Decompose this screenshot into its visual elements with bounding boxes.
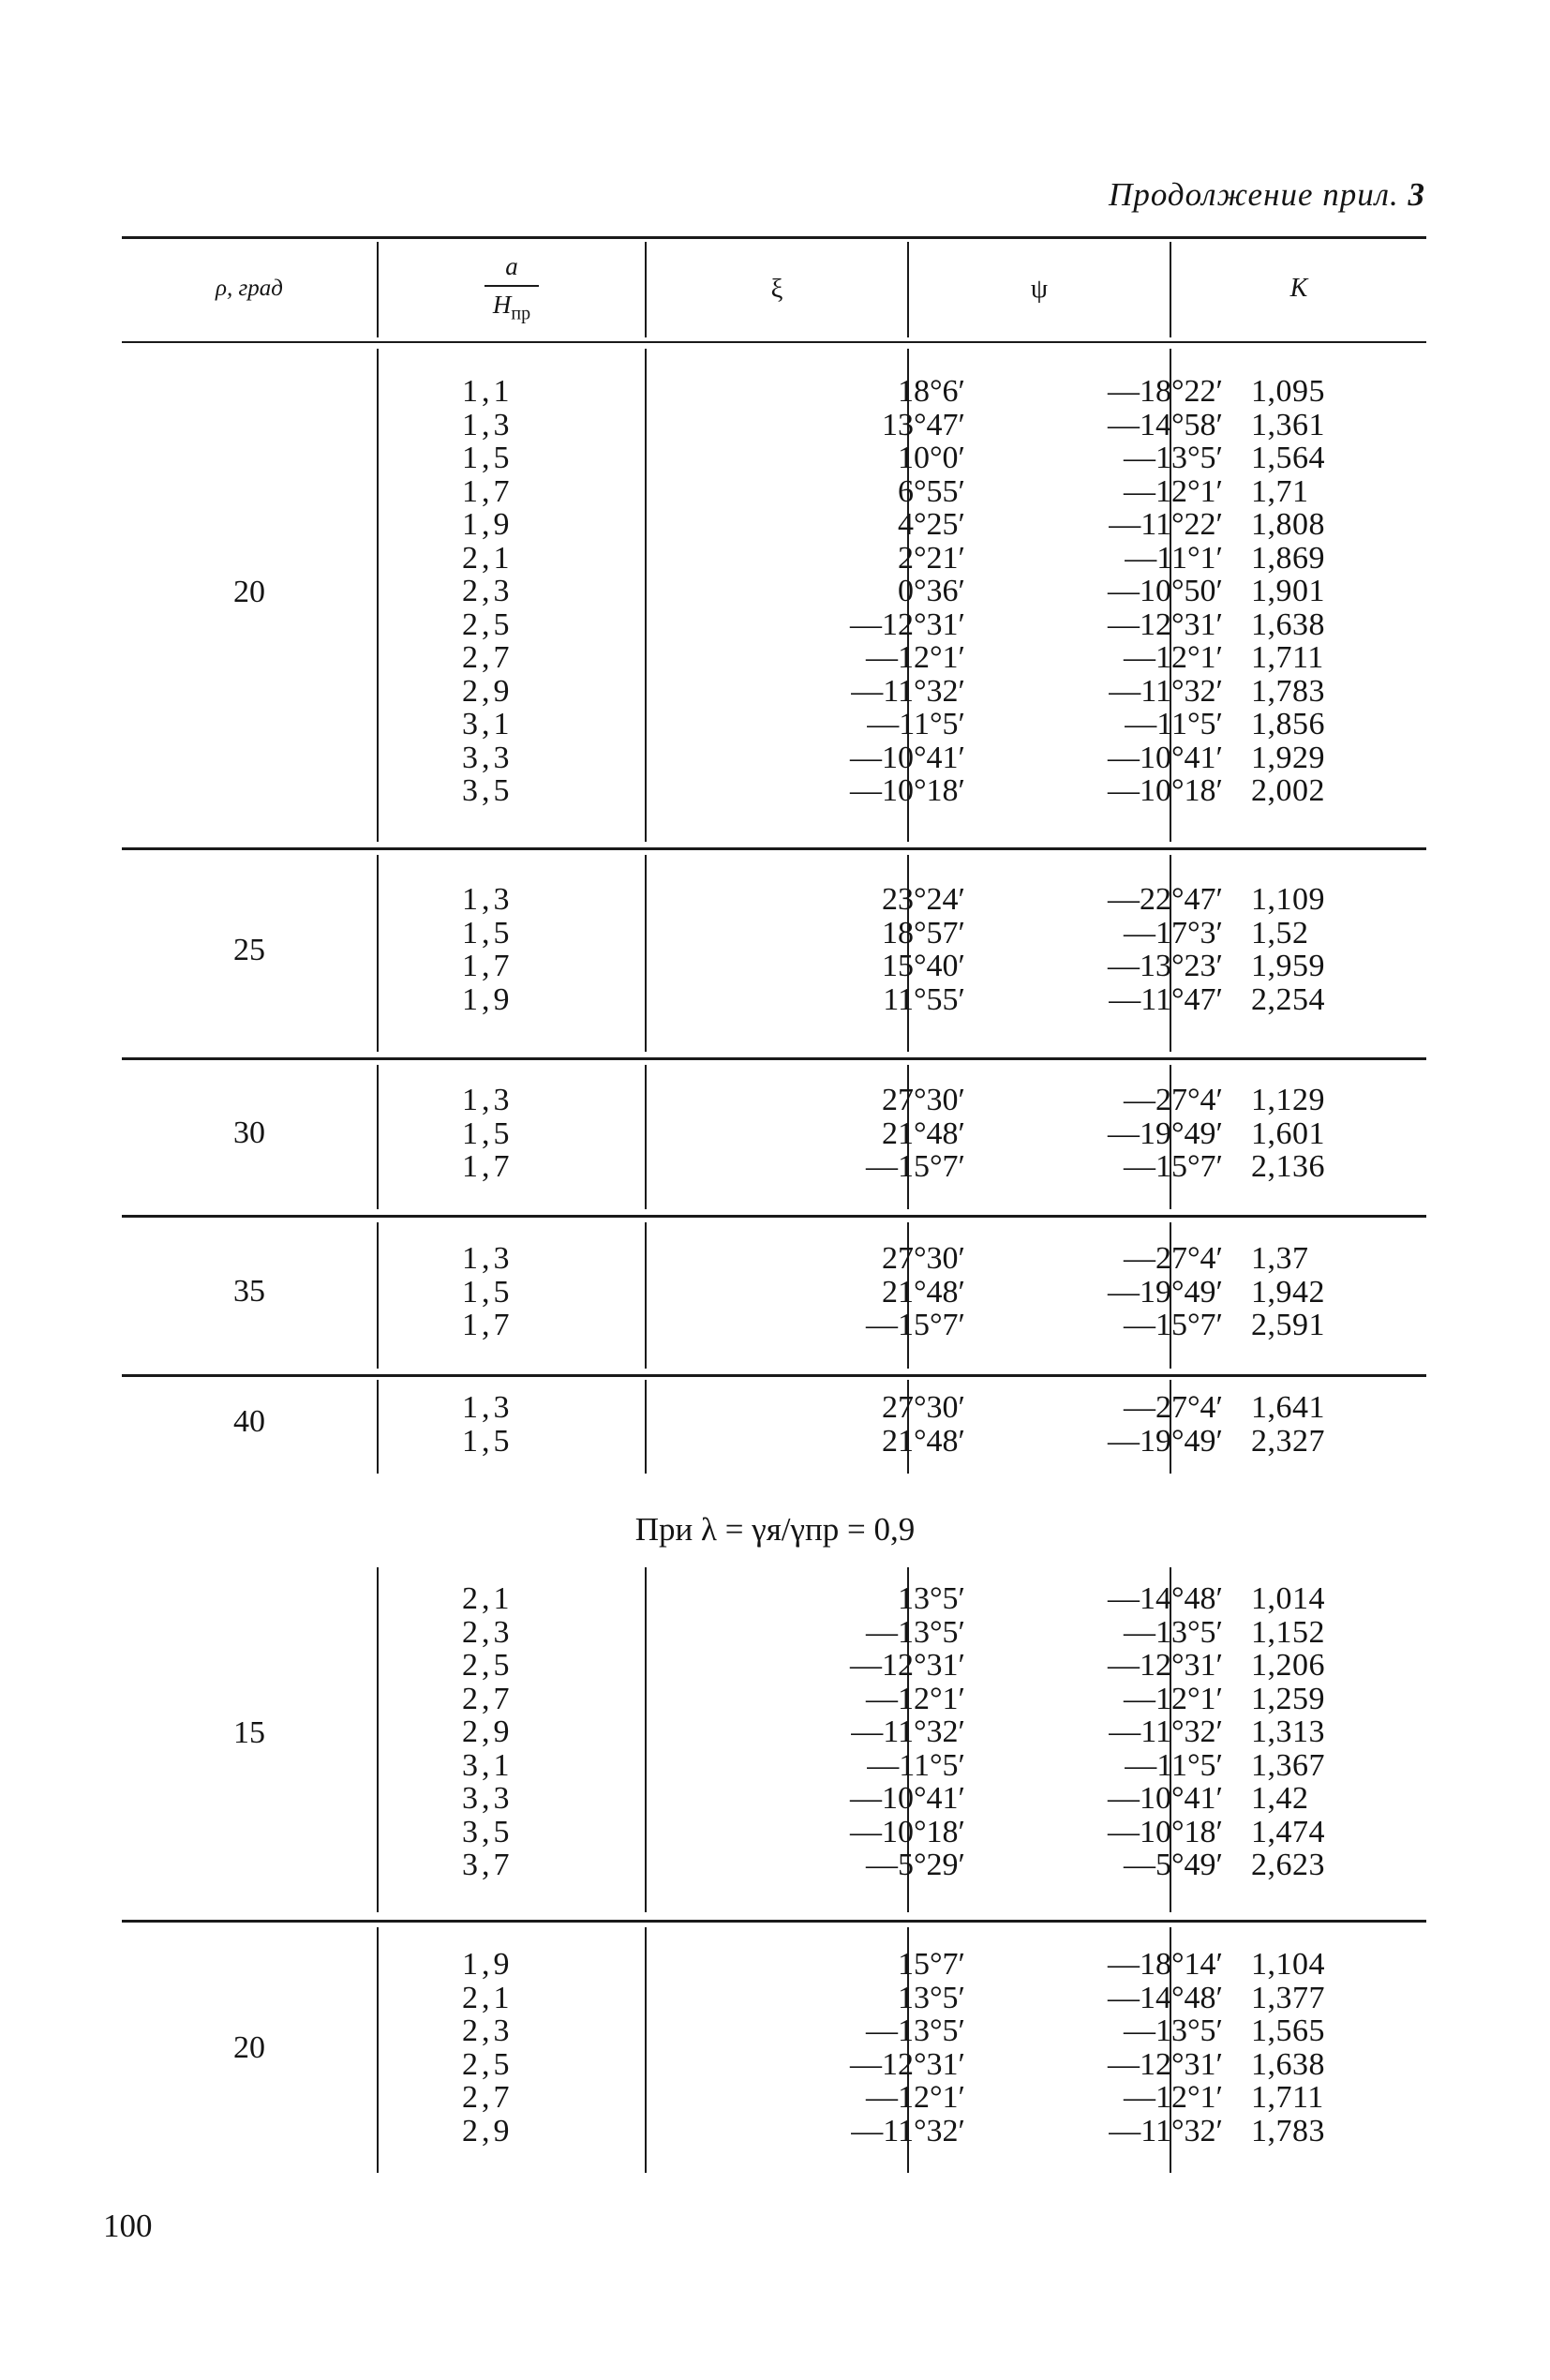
header-h-variable: H [492, 291, 512, 320]
column-separator-line [377, 1065, 379, 1209]
psi-value: —10°41′ [1107, 740, 1223, 775]
a-value: 3,5 [462, 773, 514, 808]
a-value: 2,3 [462, 2013, 514, 2048]
xi-value: 21°48′ [881, 1274, 965, 1310]
a-value: 2,9 [462, 2113, 514, 2148]
a-value: 1,3 [462, 1083, 514, 1117]
psi-value: —18°22′ [1107, 374, 1223, 409]
xi-column [684, 883, 965, 1016]
psi-value: —15°7′ [1123, 1308, 1223, 1342]
continuation-title-text: Продолжение прил. [1109, 176, 1399, 213]
psi-value: —10°18′ [1107, 1814, 1223, 1849]
k-value: 1,313 [1251, 1714, 1325, 1749]
psi-value: —19°49′ [1107, 1274, 1223, 1310]
a-column [462, 1582, 565, 1882]
xi-value: —12°31′ [849, 2046, 965, 2082]
k-value: 1,959 [1251, 949, 1325, 983]
a-column [462, 1948, 565, 2148]
psi-value: —12°31′ [1107, 1648, 1223, 1683]
a-value: 2,5 [462, 1648, 514, 1683]
psi-column [942, 1084, 1223, 1184]
psi-value: —18°14′ [1107, 1947, 1223, 1982]
xi-value: 27°30′ [881, 1083, 965, 1117]
header-k: K [1289, 274, 1308, 303]
continuation-title [1109, 176, 1425, 214]
xi-value: —13°5′ [865, 2013, 965, 2048]
xi-column [684, 1242, 965, 1342]
k-value: 1,095 [1251, 374, 1325, 409]
column-separator-line [907, 242, 909, 337]
psi-value: —22°47′ [1107, 882, 1223, 917]
k-column [1251, 1391, 1420, 1458]
psi-value: —19°49′ [1107, 1115, 1223, 1151]
header-h-subscript: пр [511, 303, 531, 324]
a-value: 2,9 [462, 673, 514, 709]
xi-column [684, 1948, 965, 2148]
k-value: 2,136 [1251, 1149, 1325, 1184]
group-separator-rule [122, 847, 1426, 850]
a-value: 2,7 [462, 2080, 514, 2115]
a-value: 2,9 [462, 1714, 514, 1749]
a-value: 1,7 [462, 473, 514, 509]
a-value: 3,1 [462, 1747, 514, 1783]
psi-value: —27°4′ [1123, 1241, 1223, 1276]
page-number: 100 [103, 2208, 153, 2244]
psi-value: —11°1′ [1125, 540, 1223, 576]
a-value: 1,7 [462, 1149, 514, 1184]
a-value: 1,5 [462, 441, 514, 475]
a-column [462, 1391, 565, 1458]
k-value: 1,638 [1251, 2046, 1325, 2082]
column-separator-line [645, 1222, 647, 1369]
psi-value: —12°1′ [1123, 640, 1223, 675]
a-value: 1,3 [462, 1390, 514, 1425]
a-value: 2,1 [462, 540, 514, 576]
xi-value: —5°29′ [865, 1848, 965, 1882]
column-separator-line [645, 855, 647, 1052]
psi-value: —10°41′ [1107, 1781, 1223, 1816]
xi-value: 11°55′ [883, 981, 965, 1017]
column-separator-line [377, 1380, 379, 1474]
psi-value: —12°1′ [1123, 2080, 1223, 2115]
xi-value: —15°7′ [865, 1149, 965, 1184]
k-value: 1,474 [1251, 1814, 1325, 1849]
xi-value: 13°5′ [897, 1581, 965, 1616]
k-value: 2,327 [1251, 1423, 1325, 1459]
k-column [1251, 375, 1420, 808]
k-value: 1,129 [1251, 1083, 1325, 1117]
psi-value: —14°58′ [1107, 407, 1223, 442]
k-value: 1,942 [1251, 1274, 1325, 1310]
a-value: 1,5 [462, 1423, 514, 1459]
xi-value: 2°21′ [897, 540, 965, 576]
k-value: 1,641 [1251, 1390, 1325, 1425]
k-column [1251, 1948, 1420, 2148]
a-value: 1,3 [462, 1241, 514, 1276]
xi-value: —10°18′ [849, 773, 965, 808]
a-value: 3,3 [462, 1781, 514, 1816]
a-value: 1,9 [462, 981, 514, 1017]
xi-column [684, 1391, 965, 1458]
xi-value: —15°7′ [865, 1308, 965, 1342]
column-separator-line [377, 855, 379, 1052]
column-separator-line [377, 1927, 379, 2173]
psi-value: —11°32′ [1109, 673, 1223, 709]
xi-value: 0°36′ [897, 574, 965, 608]
psi-column [942, 1242, 1223, 1342]
psi-value: —12°31′ [1107, 2046, 1223, 2082]
psi-value: —11°47′ [1109, 981, 1223, 1017]
rho-value: 15 [233, 1715, 265, 1750]
k-value: 1,42 [1251, 1781, 1309, 1816]
xi-value: —13°5′ [865, 1614, 965, 1650]
psi-value: —11°5′ [1125, 707, 1223, 741]
xi-column [684, 375, 965, 808]
column-separator-line [1170, 242, 1171, 337]
psi-value: —13°5′ [1123, 2013, 1223, 2048]
xi-value: 27°30′ [881, 1241, 965, 1276]
k-value: 2,623 [1251, 1848, 1325, 1882]
rho-value: 20 [233, 2030, 265, 2065]
section-caption: При λ = γя/γпр = 0,9 [634, 1511, 916, 1548]
psi-value: —12°1′ [1123, 1681, 1223, 1716]
header-a-over-h [379, 242, 645, 336]
psi-value: —17°3′ [1123, 915, 1223, 951]
header-a-numerator: a [484, 252, 539, 287]
psi-value: —11°22′ [1109, 507, 1223, 542]
appendix-number: 3 [1408, 176, 1425, 213]
xi-value: 13°47′ [881, 407, 965, 442]
column-separator-line [377, 242, 379, 337]
k-value: 1,52 [1251, 915, 1309, 951]
a-value: 3,1 [462, 707, 514, 741]
column-separator-line [377, 1222, 379, 1369]
column-separator-line [645, 242, 647, 337]
xi-value: 23°24′ [881, 882, 965, 917]
k-value: 1,361 [1251, 407, 1325, 442]
xi-value: —12°1′ [865, 640, 965, 675]
a-value: 1,1 [462, 374, 514, 409]
a-column [462, 1242, 565, 1342]
k-value: 2,254 [1251, 981, 1325, 1017]
k-value: 1,259 [1251, 1681, 1325, 1716]
header-bottom-rule [122, 341, 1426, 343]
xi-value: 15°7′ [897, 1947, 965, 1982]
k-value: 2,591 [1251, 1308, 1325, 1342]
a-value: 2,5 [462, 2046, 514, 2082]
xi-value: 13°5′ [897, 1980, 965, 2015]
a-value: 2,1 [462, 1980, 514, 2015]
xi-value: 6°55′ [897, 473, 965, 509]
a-value: 3,3 [462, 740, 514, 775]
psi-column [942, 1948, 1223, 2148]
k-value: 1,869 [1251, 540, 1325, 576]
table-top-rule [122, 236, 1426, 239]
column-separator-line [645, 349, 647, 842]
psi-value: —10°18′ [1107, 773, 1223, 808]
a-value: 1,9 [462, 1947, 514, 1982]
xi-value: —11°32′ [851, 1714, 965, 1749]
a-value: 1,5 [462, 915, 514, 951]
xi-value: 21°48′ [881, 1115, 965, 1151]
xi-value: —12°31′ [849, 606, 965, 642]
header-rho: ρ, град [216, 276, 283, 301]
k-value: 1,71 [1251, 473, 1309, 509]
a-value: 1,5 [462, 1274, 514, 1310]
k-value: 1,856 [1251, 707, 1325, 741]
a-value: 1,3 [462, 407, 514, 442]
a-value: 2,7 [462, 640, 514, 675]
group-separator-rule [122, 1920, 1426, 1923]
xi-value: —10°41′ [849, 740, 965, 775]
k-value: 1,564 [1251, 441, 1325, 475]
xi-value: 21°48′ [881, 1423, 965, 1459]
k-value: 1,109 [1251, 882, 1325, 917]
psi-value: —14°48′ [1107, 1980, 1223, 2015]
k-column [1251, 1084, 1420, 1184]
column-separator-line [645, 1567, 647, 1912]
a-value: 3,5 [462, 1814, 514, 1849]
a-column [462, 1084, 565, 1184]
k-value: 1,152 [1251, 1614, 1325, 1650]
psi-value: —27°4′ [1123, 1390, 1223, 1425]
psi-value: —12°31′ [1107, 606, 1223, 642]
k-value: 1,104 [1251, 1947, 1325, 1982]
a-value: 1,3 [462, 882, 514, 917]
rho-value: 20 [233, 575, 265, 609]
column-separator-line [377, 1567, 379, 1912]
psi-column [942, 1582, 1223, 1882]
rho-value: 25 [233, 933, 265, 967]
k-column [1251, 1582, 1420, 1882]
psi-value: —11°5′ [1125, 1747, 1223, 1783]
xi-value: 10°0′ [897, 441, 965, 475]
k-column [1251, 1242, 1420, 1342]
column-separator-line [645, 1065, 647, 1209]
xi-value: 18°6′ [897, 374, 965, 409]
a-column [462, 375, 565, 808]
psi-value: —11°32′ [1109, 1714, 1223, 1749]
k-value: 1,37 [1251, 1241, 1309, 1276]
header-psi: ψ [1030, 273, 1049, 304]
psi-value: —13°5′ [1123, 1614, 1223, 1650]
xi-value: —11°5′ [867, 707, 965, 741]
k-value: 1,808 [1251, 507, 1325, 542]
header-xi: ξ [770, 273, 783, 304]
k-value: 1,565 [1251, 2013, 1325, 2048]
psi-column [942, 1391, 1223, 1458]
k-value: 1,014 [1251, 1581, 1325, 1616]
group-separator-rule [122, 1374, 1426, 1377]
psi-value: —13°5′ [1123, 441, 1223, 475]
column-separator-line [377, 349, 379, 842]
group-separator-rule [122, 1215, 1426, 1218]
a-value: 2,3 [462, 1614, 514, 1650]
k-value: 1,783 [1251, 673, 1325, 709]
column-separator-line [645, 1380, 647, 1474]
xi-value: 18°57′ [881, 915, 965, 951]
k-value: 1,638 [1251, 606, 1325, 642]
rho-value: 30 [233, 1115, 265, 1150]
a-value: 2,7 [462, 1681, 514, 1716]
k-value: 1,783 [1251, 2113, 1325, 2148]
psi-value: —11°32′ [1109, 2113, 1223, 2148]
k-value: 1,711 [1251, 640, 1324, 675]
psi-value: —12°1′ [1123, 473, 1223, 509]
k-value: 2,002 [1251, 773, 1325, 808]
k-value: 1,711 [1251, 2080, 1324, 2115]
psi-column [942, 883, 1223, 1016]
a-value: 3,7 [462, 1848, 514, 1882]
rho-value: 40 [233, 1404, 265, 1439]
xi-column [684, 1582, 965, 1882]
a-value: 1,7 [462, 949, 514, 983]
column-separator-line [645, 1927, 647, 2173]
xi-value: —12°1′ [865, 1681, 965, 1716]
a-value: 2,3 [462, 574, 514, 608]
k-value: 1,377 [1251, 1980, 1325, 2015]
xi-value: —12°31′ [849, 1648, 965, 1683]
psi-value: —27°4′ [1123, 1083, 1223, 1117]
psi-value: —15°7′ [1123, 1149, 1223, 1184]
xi-value: —10°41′ [849, 1781, 965, 1816]
xi-value: —11°32′ [851, 673, 965, 709]
psi-value: —13°23′ [1107, 949, 1223, 983]
k-value: 1,929 [1251, 740, 1325, 775]
psi-value: —19°49′ [1107, 1423, 1223, 1459]
xi-value: —10°18′ [849, 1814, 965, 1849]
k-column [1251, 883, 1420, 1016]
psi-value: —14°48′ [1107, 1581, 1223, 1616]
k-value: 1,901 [1251, 574, 1325, 608]
k-value: 1,206 [1251, 1648, 1325, 1683]
a-value: 1,5 [462, 1115, 514, 1151]
a-column [462, 883, 565, 1016]
a-value: 1,9 [462, 507, 514, 542]
psi-value: —5°49′ [1123, 1848, 1223, 1882]
psi-value: —10°50′ [1107, 574, 1223, 608]
group-separator-rule [122, 1057, 1426, 1060]
xi-value: —11°32′ [851, 2113, 965, 2148]
xi-value: 27°30′ [881, 1390, 965, 1425]
xi-value: 15°40′ [881, 949, 965, 983]
a-value: 1,7 [462, 1308, 514, 1342]
k-value: 1,367 [1251, 1747, 1325, 1783]
xi-value: —12°1′ [865, 2080, 965, 2115]
rho-value: 35 [233, 1274, 265, 1309]
xi-value: 4°25′ [897, 507, 965, 542]
k-value: 1,601 [1251, 1115, 1325, 1151]
a-value: 2,1 [462, 1581, 514, 1616]
xi-value: —11°5′ [867, 1747, 965, 1783]
a-value: 2,5 [462, 606, 514, 642]
header-a-denominator [493, 287, 530, 324]
psi-column [942, 375, 1223, 808]
xi-column [684, 1084, 965, 1184]
